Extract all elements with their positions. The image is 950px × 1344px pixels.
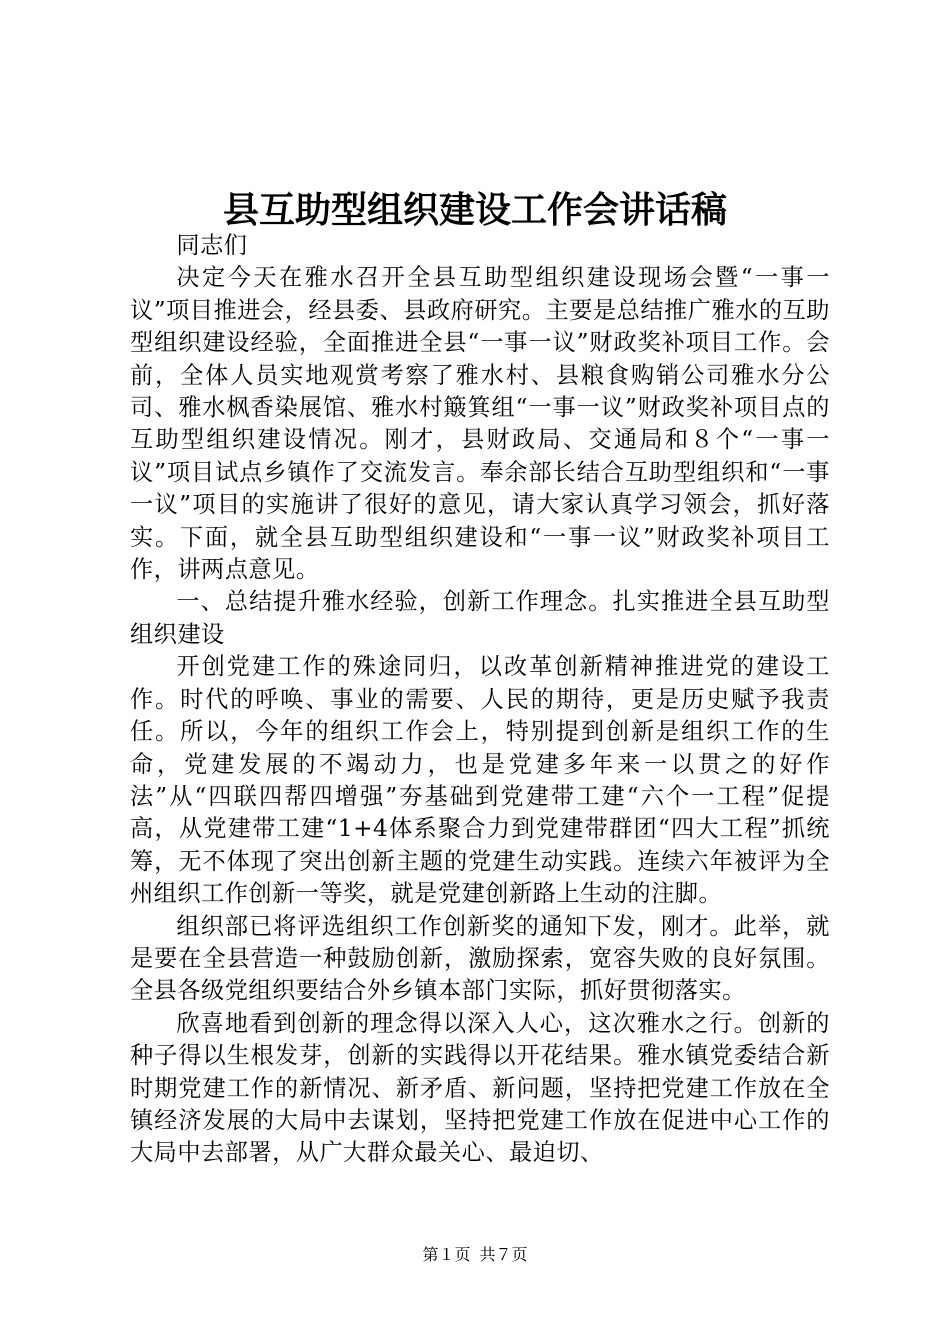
document-body (130, 230, 830, 1170)
salutation: 同志们 (176, 232, 248, 259)
page-footer (0, 1244, 950, 1266)
document-title: 县互助型组织建设工作会讲话稿 (222, 189, 727, 231)
paragraph: 开创党建工作的殊途同归，以改革创新精神推进党的建设工作。时代的呼唤、事业的需要、人民的期待，更是历史赋予我责任。所以，今年的组织工作会上，特别提到创新是组织工作的生命，党建发展的不竭动力，也是党建多年来一以贯之的好作法”从“四联四帮四增强”夯基础到党建带工建“六个一工程”促提高，从党建带工建“1+4体系聚合力到党建带群团“四大工程”抓统筹，无不体现了突出创新主题的党建生动实践。连续六年被评为全州组织工作创新一等奖，就是党建创新路上生动的注脚。 (130, 653, 830, 908)
paragraph: 组织部已将评选组织工作创新奖的通知下发，刚才。此举，就是要在全县营造一种鼓励创新，激励探索，宽容失败的良好氛围。全县各级党组织要结合外乡镇本部门实际，抓好贯彻落实。 (130, 912, 830, 1005)
section-heading: 一、总结提升雅水经验，创新工作理念。扎实推进全县互助型组织建设 (130, 588, 830, 648)
paragraph: 欣喜地看到创新的理念得以深入人心，这次雅水之行。创新的种子得以生根发芽，创新的实践得以开花结果。雅水镇党委结合新时期党建工作的新情况、新矛盾、新问题，坚持把党建工作放在全镇经济发展的大局中去谋划，坚持把党建工作放在促进中心工作的大局中去部署，从广大群众最关心、最迫切、 (130, 1009, 830, 1167)
paragraph-intro: 决定今天在雅水召开全县互助型组织建设现场会暨“一事一议”项目推进会，经县委、县政府研究。主要是总结推广雅水的互助型组织建设经验，全面推进全县“一事一议”财政奖补项目工作。会前，全体人员实地观赏考察了雅水村、县粮食购销公司雅水分公司、雅水枫香染展馆、雅水村簸箕组“一事一议”财政奖补项目点的互助型组织建设情况。刚才，县财政局、交通局和８个“一事一议”项目试点乡镇作了交流发言。奉余部长结合互助型组织和“一事一议”项目的实施讲了很好的意见，请大家认真学习领会，抓好落实。下面，就全县互助型组织建设和“一事一议”财政奖补项目工作，讲两点意见。 (130, 264, 830, 584)
page-total: 共７页 (479, 1245, 528, 1264)
page-number: 第１页 (422, 1245, 471, 1264)
